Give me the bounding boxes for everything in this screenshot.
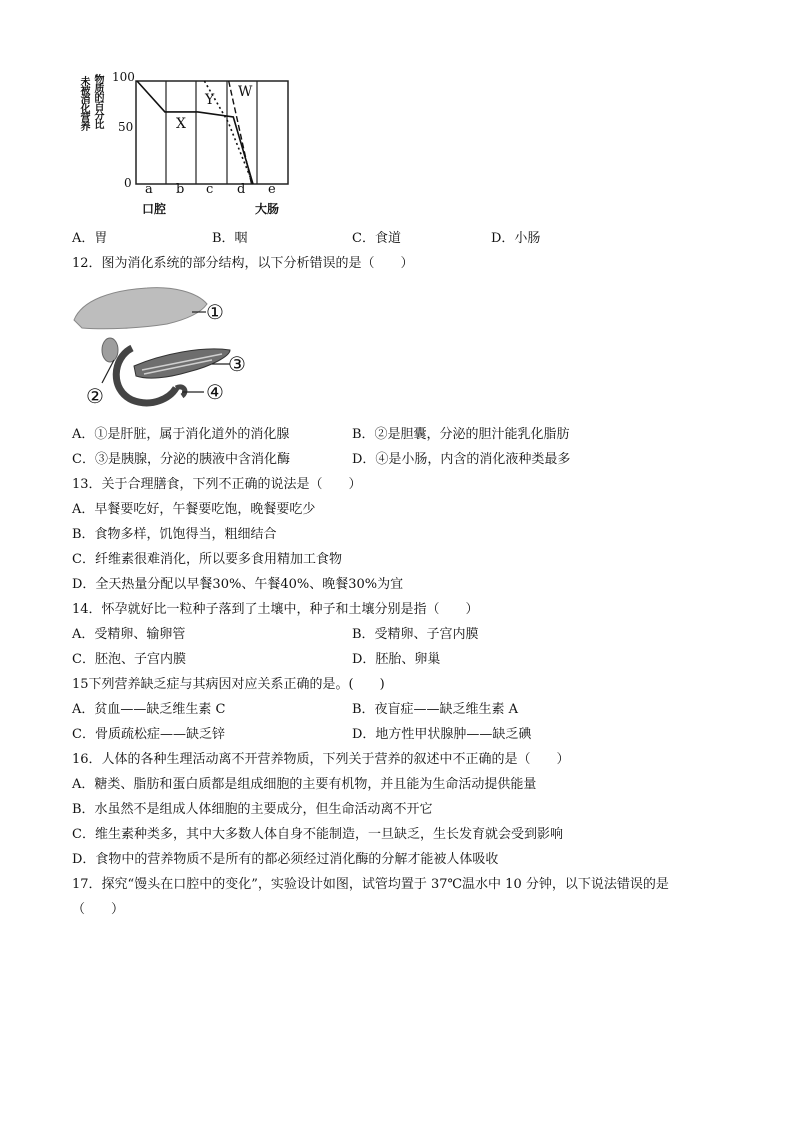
q12-option-a[interactable]: A．①是肝脏，属于消化道外的消化腺	[72, 427, 290, 442]
curve-label-x: X	[176, 116, 186, 132]
q13-option-c[interactable]: C．纤维素很难消化，所以要多食用精加工食物	[72, 552, 342, 567]
q14-option-a[interactable]: A．受精卵、输卵管	[72, 627, 186, 642]
q17-stem: 17．探究“馒头在口腔中的变化”，实验设计如图，试管均置于 37℃温水中 10 分钟，以下说法错误的是	[72, 877, 669, 892]
q14-option-c[interactable]: C．胚泡、子宫内膜	[72, 652, 186, 667]
q14-option-b[interactable]: B．受精卵、子宫内膜	[352, 627, 479, 642]
y-tick-100: 100	[112, 70, 135, 84]
marker-4: ④	[206, 380, 224, 404]
q12-stem: 12．图为消化系统的部分结构，以下分析错误的是（ ）	[72, 256, 414, 271]
q12-option-d[interactable]: D．④是小肠，内含的消化液种类最多	[352, 452, 571, 467]
curve-label-y: Y	[205, 92, 215, 108]
x-start-label: 口腔	[142, 202, 167, 216]
y-tick-50: 50	[118, 120, 134, 134]
chart-plot	[72, 70, 302, 220]
x-tick-d: d	[237, 182, 246, 197]
q12-option-c[interactable]: C．③是胰腺，分泌的胰液中含消化酶	[72, 452, 290, 467]
q12-option-b[interactable]: B．②是胆囊，分泌的胆汁能乳化脂肪	[352, 427, 570, 442]
q13-option-d[interactable]: D．全天热量分配以早餐30%、午餐40%、晚餐30%为宜	[72, 577, 404, 592]
x-tick-b: b	[176, 182, 185, 197]
digestive-system-figure	[72, 280, 246, 415]
q15-option-c[interactable]: C．骨质疏松症——缺乏锌	[72, 727, 225, 742]
curve-label-w: W	[238, 84, 253, 100]
y-tick-0: 0	[124, 176, 132, 190]
chart-ylabel-line2: 物质的百分比	[92, 74, 103, 128]
x-end-label: 大肠	[255, 202, 280, 216]
gallbladder-shape	[102, 338, 118, 362]
q11-option-a[interactable]: A．胃	[72, 231, 108, 246]
x-tick-e: e	[268, 182, 276, 197]
q13-option-b[interactable]: B．食物多样，饥饱得当，粗细结合	[72, 527, 277, 542]
liver-shape	[74, 288, 207, 329]
q16-option-c[interactable]: C．维生素种类多，其中大多数人体自身不能制造，一旦缺乏，生长发育就会受到影响	[72, 827, 563, 842]
x-tick-c: c	[206, 182, 214, 197]
marker-2: ②	[86, 384, 104, 408]
q15-option-a[interactable]: A．贫血——缺乏维生素 C	[72, 702, 226, 717]
q11-option-d[interactable]: D．小肠	[491, 231, 541, 246]
marker-3: ③	[228, 352, 246, 376]
q11-option-b[interactable]: B．咽	[212, 231, 248, 246]
q16-stem: 16．人体的各种生理活动离不开营养物质，下列关于营养的叙述中不正确的是（ ）	[72, 752, 570, 767]
q11-option-c[interactable]: C．食道	[352, 231, 401, 246]
q16-option-b[interactable]: B．水虽然不是组成人体细胞的主要成分，但生命活动离不开它	[72, 802, 433, 817]
q16-option-d[interactable]: D．食物中的营养物质不是所有的都必须经过消化酶的分解才能被人体吸收	[72, 852, 499, 867]
q14-stem: 14．怀孕就好比一粒种子落到了土壤中，种子和土壤分别是指（ ）	[72, 602, 479, 617]
chart-ylabel-line1: 未被消化营养	[78, 76, 89, 130]
q14-option-d[interactable]: D．胚胎、卵巢	[352, 652, 441, 667]
q15-stem: 15下列营养缺乏症与其病因对应关系正确的是。( )	[72, 677, 385, 692]
x-tick-a: a	[145, 182, 153, 197]
q16-option-a[interactable]: A．糖类、脂肪和蛋白质都是组成细胞的主要有机物，并且能为生命活动提供能量	[72, 777, 537, 792]
q13-option-a[interactable]: A．早餐要吃好，午餐要吃饱，晚餐要吃少	[72, 502, 316, 517]
q17-stem-continuation: （ ）	[72, 902, 125, 917]
q15-option-b[interactable]: B．夜盲症——缺乏维生素 A	[352, 702, 519, 717]
curve-x	[137, 81, 253, 184]
q15-option-d[interactable]: D．地方性甲状腺肿——缺乏碘	[352, 727, 532, 742]
marker-1: ①	[206, 300, 224, 324]
q13-stem: 13．关于合理膳食，下列不正确的说法是（ ）	[72, 477, 362, 492]
digestion-chart	[72, 70, 302, 220]
